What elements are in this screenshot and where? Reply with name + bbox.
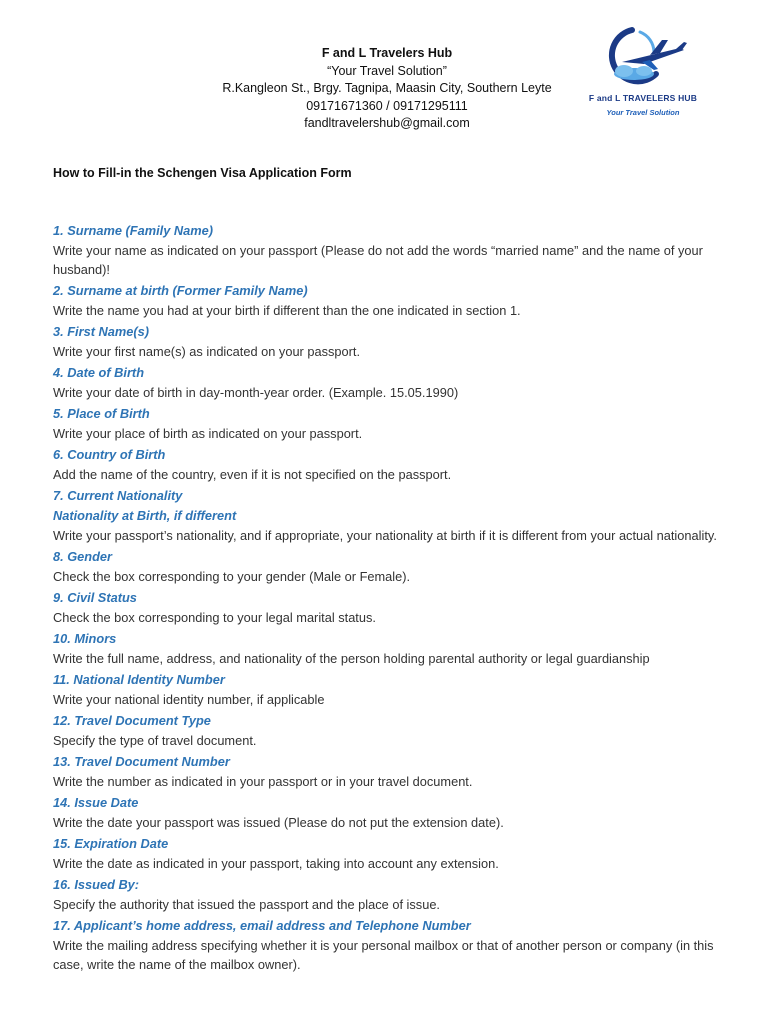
item-heading: 13. Travel Document Number [53,754,230,769]
list-item [53,834,723,873]
list-item [53,752,723,791]
item-heading: 9. Civil Status [53,590,137,605]
item-heading: 15. Expiration Date [53,836,169,851]
instructions-list [53,221,723,976]
item-text: Check the box corresponding to your gender (Male or Female). [53,569,411,584]
company-address: R.Kangleon St., Brgy. Tagnipa, Maasin City, Southern Leyte [222,81,552,95]
item-heading: 16. Issued By: [53,877,140,892]
item-text: Write the date as indicated in your passport, taking into account any extension. [53,856,499,871]
item-heading: 14. Issue Date [53,795,139,810]
airplane-globe-logo-icon [584,22,702,92]
item-text: Write your first name(s) as indicated on your passport. [53,344,361,359]
list-item [53,445,723,484]
list-item [53,670,723,709]
list-item [53,793,723,832]
list-item [53,875,723,914]
item-heading: 4. Date of Birth [53,365,145,380]
company-name: F and L Travelers Hub [321,46,453,60]
item-text: Check the box corresponding to your legal marital status. [53,610,376,625]
document-title: How to Fill-in the Schengen Visa Application Form [53,166,352,180]
item-heading: 11. National Identity Number [53,672,225,687]
item-text: Specify the type of travel document. [53,733,257,748]
item-text: Write the mailing address specifying whether it is your personal mailbox or that of another person or company (in this case, write the name of the mailbox owner). [53,938,714,972]
list-item [53,221,723,279]
logo-name: F and L TRAVELERS HUB [588,93,698,103]
item-heading: 7. Current Nationality [53,488,183,503]
item-text: Write the name you had at your birth if different than the one indicated in section 1. [53,303,521,318]
item-subheading: Nationality at Birth, if different [53,508,237,523]
item-heading: 1. Surname (Family Name) [53,223,214,238]
list-item [53,629,723,668]
item-text: Write the number as indicated in your passport or in your travel document. [53,774,473,789]
list-item [53,916,723,974]
item-heading: 8. Gender [53,549,113,564]
list-item [53,588,723,627]
company-slogan: “Your Travel Solution” [327,63,447,78]
item-heading: 12. Travel Document Type [53,713,211,728]
company-header [200,45,574,133]
item-text: Write your place of birth as indicated on your passport. [53,426,363,441]
list-item [53,711,723,750]
company-email: fandltravelershub@gmail.com [304,116,470,130]
list-item [53,322,723,361]
item-text: Write the full name, address, and nationality of the person holding parental authority or legal guardianship [53,651,650,666]
item-text: Write your name as indicated on your passport (Please do not add the words “married name” and the name of your husband)! [53,243,703,277]
item-text: Write the date your passport was issued (Please do not put the extension date). [53,815,504,830]
item-heading: 5. Place of Birth [53,406,150,421]
list-item [53,486,723,545]
item-heading: 17. Applicant’s home address, email address and Telephone Number [53,918,471,933]
company-phones: 09171671360 / 09171295111 [306,98,468,113]
list-item [53,281,723,320]
list-item [53,404,723,443]
company-logo [584,22,702,122]
item-heading: 3. First Name(s) [53,324,150,339]
item-text: Add the name of the country, even if it is not specified on the passport. [53,467,452,482]
item-heading: 2. Surname at birth (Former Family Name) [53,283,308,298]
item-heading: 6. Country of Birth [53,447,166,462]
logo-tagline: Your Travel Solution [606,108,680,117]
item-text: Write your national identity number, if applicable [53,692,325,707]
item-text: Write your passport’s nationality, and if appropriate, your nationality at birth if it is different from your actual nationality. [53,528,717,543]
item-text: Specify the authority that issued the passport and the place of issue. [53,897,440,912]
list-item [53,547,723,586]
item-text: Write your date of birth in day-month-year order. (Example. 15.05.1990) [53,385,459,400]
list-item [53,363,723,402]
item-heading: 10. Minors [53,631,117,646]
